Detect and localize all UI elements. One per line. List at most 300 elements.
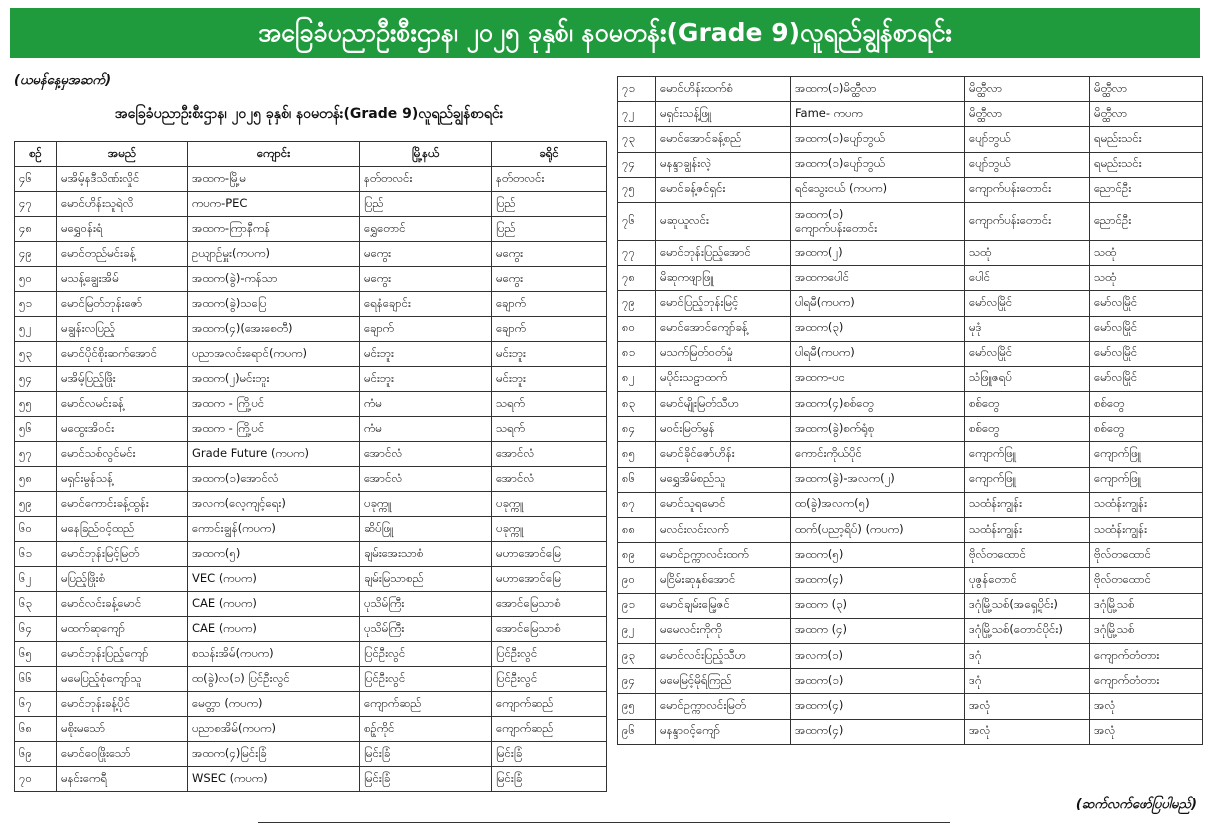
cell-township: ရွှေတောင် (360, 217, 492, 242)
table-row (15, 642, 607, 667)
cell-township: ဒဂုံမြို့သစ်(တောင်ပိုင်း) (965, 618, 1090, 643)
cell-school: ဥယျာဉ်မှူး(ကပက) (188, 242, 360, 267)
honor-list-table-right (617, 76, 1203, 745)
table-row (618, 366, 1203, 391)
table-row (15, 667, 607, 692)
cell-township: ပုသိမ်ကြီး (360, 592, 492, 617)
cell-school: အထက (၄) (791, 618, 965, 643)
cell-no: ၇၉ (618, 291, 656, 316)
cell-no: ၈၈ (618, 518, 656, 543)
cell-school: အထက - ကြို့ပင် (188, 392, 360, 417)
cell-district: သထုံ (1090, 240, 1203, 265)
table-row (618, 694, 1203, 719)
cell-district: မင်းဘူး (492, 367, 607, 392)
cell-name: မောင်ဥက္ကာလင်းမြတ် (656, 694, 791, 719)
column-header-township: မြို့နယ် (360, 142, 492, 167)
cell-no: ၈၇ (618, 492, 656, 517)
cell-no: ၆၉ (15, 742, 57, 767)
cell-no: ၅၄ (15, 367, 57, 392)
table-row (618, 417, 1203, 442)
cell-no: ၉၀ (618, 568, 656, 593)
cell-school: အထက-ပင (791, 366, 965, 391)
cell-school: အထက (၃) (791, 593, 965, 618)
cell-school: အထက(၁)မိတ္ထီလာ (791, 77, 965, 102)
cell-name: မပိုင်းသဠာထက် (656, 366, 791, 391)
cell-district: ညောင်ဦး (1090, 177, 1203, 202)
table-row (618, 568, 1203, 593)
cell-school: အထက(၂) (791, 240, 965, 265)
cell-township: ပေါင် (965, 266, 1090, 291)
cell-township: သထံန်းကျွန်း (965, 518, 1090, 543)
cell-district: မကွေး (492, 242, 607, 267)
table-row (618, 543, 1203, 568)
cell-no: ၇၈ (618, 266, 656, 291)
cell-district: အောင်မြေသာစံ (492, 592, 607, 617)
cell-school: အထက-ကြာနီကန် (188, 217, 360, 242)
cell-name: မရှင်းသန့်ဖြူ (656, 102, 791, 127)
cell-name: မချွန်းလပြည့် (57, 317, 188, 342)
cell-no: ၈၂ (618, 366, 656, 391)
cell-township: အောင်လံ (360, 442, 492, 467)
cell-name: မောင်ပြည့်ဘုန်းမြင့် (656, 291, 791, 316)
cell-district: မော်လမြိုင် (1090, 316, 1203, 341)
cell-township: မော်လမြိုင် (965, 291, 1090, 316)
cell-township: ကံမ (360, 392, 492, 417)
table-row (15, 717, 607, 742)
cell-school: အထက(ခွဲ)သပြေ (188, 292, 360, 317)
cell-township: ပြင်ဦးလွင် (360, 642, 492, 667)
cell-township: ပျော်ဘွယ် (965, 152, 1090, 177)
table-row (618, 618, 1203, 643)
cell-township: ကျောက်ဆည် (360, 692, 492, 717)
cell-district: အောင်လံ (492, 442, 607, 467)
cell-district: ချောက် (492, 292, 607, 317)
cell-school: မေတ္တာ (ကပက) (188, 692, 360, 717)
cell-no: ၄၉ (15, 242, 57, 267)
cell-district: ကျောက်ဆည် (492, 692, 607, 717)
table-row (618, 492, 1203, 517)
cell-district: ဒဂုံမြို့သစ် (1090, 593, 1203, 618)
cell-school: ကောင်းကိုယ်ပိုင် (791, 442, 965, 467)
cell-no: ၅၀ (15, 267, 57, 292)
cell-township: မုဒုံ (965, 316, 1090, 341)
cell-name: မပြည့်ဖြိုးစံ (57, 567, 188, 592)
cell-no: ၅၉ (15, 492, 57, 517)
cell-district: ချောက် (492, 317, 607, 342)
cell-no: ၅၇ (15, 442, 57, 467)
cell-district: သထံန်းကျွန်း (1090, 518, 1203, 543)
cell-name: မောင်မျိုးမြတ်သီဟ (656, 392, 791, 417)
cell-school: အထက(၂)မင်းဘူး (188, 367, 360, 392)
cell-township: ကျောက်ဖြူ (965, 442, 1090, 467)
cell-school: ပညာစအိမ်(ကပက) (188, 717, 360, 742)
cell-no: ၅၈ (15, 467, 57, 492)
table-row (15, 617, 607, 642)
cell-district: နတ်တလင်း (492, 167, 607, 192)
table-row (15, 317, 607, 342)
continued-from-note: (ယမန်နေ့မှအဆက်) (14, 73, 112, 88)
cell-no: ၈၀ (618, 316, 656, 341)
cell-school: ကပက-PEC (188, 192, 360, 217)
cell-no: ၉၁ (618, 593, 656, 618)
cell-name: မောင်သူရမောင် (656, 492, 791, 517)
table-row (618, 669, 1203, 694)
cell-name: မနန္ဒာချွန်းလဲ့ (656, 152, 791, 177)
cell-name: မနေခြည်ဝင့်ထည် (57, 517, 188, 542)
table-row (618, 202, 1203, 240)
table-row (618, 177, 1203, 202)
cell-district: အလုံ (1090, 694, 1203, 719)
cell-district: ဗိုလ်တထောင် (1090, 543, 1203, 568)
cell-school: အထက(၄) (791, 568, 965, 593)
continued-next-note: (ဆက်လက်ဖော်ပြပါမည်) (1075, 797, 1197, 812)
cell-no: ၄၈ (15, 217, 57, 242)
table-row (15, 342, 607, 367)
cell-school: အထက(၄)စစ်တွေ (791, 392, 965, 417)
table-row (618, 291, 1203, 316)
cell-no: ၇၇ (618, 240, 656, 265)
cell-no: ၈၄ (618, 417, 656, 442)
cell-no: ၆၅ (15, 642, 57, 667)
cell-no: ၆၄ (15, 617, 57, 642)
cell-district: ရမည်းသင်း (1090, 127, 1203, 152)
cell-district: ကျောက်ဆည် (492, 717, 607, 742)
table-row (15, 567, 607, 592)
cell-school: VEC (ကပက) (188, 567, 360, 592)
table-row (15, 592, 607, 617)
table-row (15, 267, 607, 292)
cell-district: မကွေး (492, 267, 607, 292)
table-row (618, 341, 1203, 366)
table-row (618, 316, 1203, 341)
table-subtitle: အခြေခံပညာဦးစီးဌာန၊ ၂၀၂၅ ခုနှစ်၊ နဝမတန်း(Grade 9)လူရည်ချွန်စာရင်း (114, 106, 504, 122)
cell-name: မစိုးမသော် (57, 717, 188, 742)
cell-no: ၇၅ (618, 177, 656, 202)
cell-name: မောင်လင်းပြည့်သီဟ (656, 643, 791, 668)
cell-district: ကျောက်ဖြူ (1090, 442, 1203, 467)
cell-school: ထ(ခွဲ)အလက(၅) (791, 492, 965, 517)
page-banner-title: အခြေခံပညာဦးစီးဌာန၊ ၂၀၂၅ ခုနှစ်၊ နဝမတန်း(Grade 9)လူရည်ချွန်စာရင်း (10, 8, 1200, 58)
cell-name: မလင်းလင်းလက် (656, 518, 791, 543)
table-row (618, 518, 1203, 543)
cell-name: မောင်ဘုန်းပြည့်အောင် (656, 240, 791, 265)
cell-name: မမေမြင့်မိုရ်ကြည် (656, 669, 791, 694)
cell-district: အောင်လံ (492, 467, 607, 492)
cell-name: မဝင်းမြတ်မွန် (656, 417, 791, 442)
cell-no: ၆၇ (15, 692, 57, 717)
cell-no: ၆၁ (15, 542, 57, 567)
cell-name: မငြိမ်းဆုနှစ်အောင် (656, 568, 791, 593)
cell-name: မနန္ဒာဝင့်ကျော် (656, 719, 791, 744)
cell-no: ၉၂ (618, 618, 656, 643)
table-row (15, 242, 607, 267)
cell-name: မောင်အောင်ခန့်စည် (656, 127, 791, 152)
cell-school: အထက(၁) (791, 669, 965, 694)
cell-school: ထ(ခွဲ)လ(၁) ပြင်ဦးလွင် (188, 667, 360, 692)
cell-district: သထုံ (1090, 266, 1203, 291)
cell-district: သရက် (492, 392, 607, 417)
cell-township: ဒဂုံ (965, 643, 1090, 668)
table-row (15, 767, 607, 792)
cell-no: ၇၃ (618, 127, 656, 152)
cell-township: မော်လမြိုင် (965, 341, 1090, 366)
cell-no: ၇၂ (618, 102, 656, 127)
cell-no: ၆၈ (15, 717, 57, 742)
cell-no: ၆၂ (15, 567, 57, 592)
cell-township: အောင်လံ (360, 467, 492, 492)
cell-school: ကောင်းချွန်(ကပက) (188, 517, 360, 542)
cell-school: ထက်(ပညာ့ရိပ်) (ကပက) (791, 518, 965, 543)
cell-name: မအိမ့်ပြည့်ဖြိုး (57, 367, 188, 392)
cell-school: CAE (ကပက) (188, 592, 360, 617)
cell-township: ပုဇွန်တောင် (965, 568, 1090, 593)
column-header-no: စဉ် (15, 142, 57, 167)
cell-name: မောင်ပိုင်စိုးဆက်အောင် (57, 342, 188, 367)
cell-no: ၉၄ (618, 669, 656, 694)
cell-name: မောင်ဘုန်းပြည့်ကျော် (57, 642, 188, 667)
column-header-district: ခရိုင် (492, 142, 607, 167)
cell-district: ပခုက္ကူ (492, 517, 607, 542)
table-row (618, 127, 1203, 152)
table-row (618, 392, 1203, 417)
cell-township: သထုံ (965, 240, 1090, 265)
cell-name: မောင်ဟိန်းထက်စံ (656, 77, 791, 102)
cell-name: မဆုယူလင်း (656, 202, 791, 240)
cell-name: မောင်ကောင်းခန့်ထွန်း (57, 492, 188, 517)
cell-name: မသက်မြတ်ဝတ်မှုံ (656, 341, 791, 366)
cell-school: အထကပေါင် (791, 266, 965, 291)
cell-township: ချမ်းမြသာစည် (360, 567, 492, 592)
cell-school: အထက-မြို့မ (188, 167, 360, 192)
cell-township: မြင်းခြံ (360, 742, 492, 767)
cell-school: အထက(၄)(အေးစေတီ) (188, 317, 360, 342)
cell-no: ၈၁ (618, 341, 656, 366)
cell-school: အထက(၁) ကျောက်ပန်းတောင်း (791, 202, 965, 240)
cell-township: မင်းဘူး (360, 342, 492, 367)
cell-district: ညောင်ဦး (1090, 202, 1203, 240)
cell-township: မိတ္ထီလာ (965, 77, 1090, 102)
cell-district: မိတ္ထီလာ (1090, 77, 1203, 102)
table-row (618, 77, 1203, 102)
cell-township: စဉ့်ကိုင် (360, 717, 492, 742)
cell-no: ၆၆ (15, 667, 57, 692)
table-row (618, 442, 1203, 467)
cell-district: စစ်တွေ (1090, 392, 1203, 417)
cell-district: ပခုက္ကူ (492, 492, 607, 517)
cell-school: ပါရမီ(ကပက) (791, 291, 965, 316)
table-row (15, 167, 607, 192)
table-header-row (15, 142, 607, 167)
cell-no: ၇၄ (618, 152, 656, 177)
cell-school: အထက(၁)အောင်လံ (188, 467, 360, 492)
cell-district: အောင်မြေသာစံ (492, 617, 607, 642)
table-row (15, 217, 607, 242)
cell-school: အထက - ကြို့ပင် (188, 417, 360, 442)
cell-no: ၇၆ (618, 202, 656, 240)
cell-township: မြင်းခြံ (360, 767, 492, 792)
table-row (15, 417, 607, 442)
cell-school: အထက(၁)ပျော်ဘွယ် (791, 152, 965, 177)
cell-name: မောင်တည်မင်းခန့် (57, 242, 188, 267)
cell-district: ပြည် (492, 217, 607, 242)
cell-school: အထက(၅) (791, 543, 965, 568)
cell-district: မဟာအောင်မြေ (492, 542, 607, 567)
table-row (618, 643, 1203, 668)
cell-name: မောင်လင်းခန့်မောင် (57, 592, 188, 617)
cell-township: ဒဂုံမြို့သစ်(အရှေ့ပိုင်း) (965, 593, 1090, 618)
cell-name: မောင်ဝေဖြိုးသော် (57, 742, 188, 767)
cell-township: မကွေး (360, 267, 492, 292)
column-header-name: အမည် (57, 142, 188, 167)
cell-no: ၄၆ (15, 167, 57, 192)
table-row (15, 392, 607, 417)
cell-school: အထက(ခွဲ)စက်ရုံစု (791, 417, 965, 442)
cell-district: အလုံ (1090, 719, 1203, 744)
cell-no: ၇၁ (618, 77, 656, 102)
cell-school: Fame- ကပက (791, 102, 965, 127)
cell-name: မောင်သစ်လွင်မင်း (57, 442, 188, 467)
cell-name: မအိမ့်နဒီသိဏ်းလှိုင် (57, 167, 188, 192)
cell-district: မော်လမြိုင် (1090, 291, 1203, 316)
cell-township: မင်းဘူး (360, 367, 492, 392)
cell-township: သံဖြူဇရပ် (965, 366, 1090, 391)
cell-school: အထက(၄)မြင်းခြံ (188, 742, 360, 767)
cell-no: ၉၅ (618, 694, 656, 719)
honor-list-table-left (14, 141, 607, 792)
cell-township: အလုံ (965, 694, 1090, 719)
cell-no: ၉၃ (618, 643, 656, 668)
cell-no: ၈၉ (618, 543, 656, 568)
cell-school: ပညာအလင်းရောင်(ကပက) (188, 342, 360, 367)
cell-no: ၅၆ (15, 417, 57, 442)
cell-township: ကျောက်ဖြူ (965, 467, 1090, 492)
cell-district: မိတ္ထီလာ (1090, 102, 1203, 127)
cell-name: မထွေးအိဝင်း (57, 417, 188, 442)
cell-no: ၅၂ (15, 317, 57, 342)
cell-district: ရမည်းသင်း (1090, 152, 1203, 177)
cell-township: အလုံ (965, 719, 1090, 744)
cell-district: မော်လမြိုင် (1090, 366, 1203, 391)
cell-name: မိဆုကဖျာဖြူ (656, 266, 791, 291)
cell-no: ၈၆ (618, 467, 656, 492)
cell-name: မောင်ဟိန်းသူရဲလိ (57, 192, 188, 217)
table-row (15, 292, 607, 317)
cell-school: CAE (ကပက) (188, 617, 360, 642)
table-row (618, 266, 1203, 291)
bottom-divider (258, 822, 950, 823)
cell-township: ဆိပ်ဖြူ (360, 517, 492, 542)
cell-name: မောင်ခိုင်ဇော်ဟိန်း (656, 442, 791, 467)
cell-township: မကွေး (360, 242, 492, 267)
table-row (15, 692, 607, 717)
cell-school: ရင်သွေးငယ် (ကပက) (791, 177, 965, 202)
table-row (618, 593, 1203, 618)
cell-township: နတ်တလင်း (360, 167, 492, 192)
cell-district: ဗိုလ်တထောင် (1090, 568, 1203, 593)
cell-no: ၈၅ (618, 442, 656, 467)
cell-township: ပျော်ဘွယ် (965, 127, 1090, 152)
cell-no: ၇၀ (15, 767, 57, 792)
cell-district: သရက် (492, 417, 607, 442)
table-row (618, 240, 1203, 265)
cell-township: မိတ္ထီလာ (965, 102, 1090, 127)
cell-district: ပြင်ဦးလွင် (492, 667, 607, 692)
cell-school: အထက(၅) (188, 542, 360, 567)
cell-district: ပြည် (492, 192, 607, 217)
table-row (15, 467, 607, 492)
cell-name: မောင်အောင်ကျော်ခန့် (656, 316, 791, 341)
cell-school: အလက(လေ့ကျင့်ရေး) (188, 492, 360, 517)
cell-name: မောင်ဘုန်းခန့်ပိုင် (57, 692, 188, 717)
cell-no: ၅၁ (15, 292, 57, 317)
cell-district: ကျောက်တံတား (1090, 669, 1203, 694)
cell-township: ကျောက်ပန်းတောင်း (965, 202, 1090, 240)
column-header-school: ကျောင်း (188, 142, 360, 167)
cell-no: ၅၃ (15, 342, 57, 367)
cell-township: စစ်တွေ (965, 417, 1090, 442)
cell-name: မမေပြည့်စုံကျော်သူ (57, 667, 188, 692)
cell-district: မြင်းခြံ (492, 767, 607, 792)
cell-district: ပြင်ဦးလွင် (492, 642, 607, 667)
cell-township: ပြည် (360, 192, 492, 217)
cell-district: ကျောက်ဖြူ (1090, 467, 1203, 492)
table-row (15, 542, 607, 567)
table-row (618, 102, 1203, 127)
cell-school: အထက(၄) (791, 694, 965, 719)
cell-township: စစ်တွေ (965, 392, 1090, 417)
cell-township: ချမ်းအေးသာစံ (360, 542, 492, 567)
cell-township: ဗိုလ်တထောင် (965, 543, 1090, 568)
cell-district: မြင်းခြံ (492, 742, 607, 767)
cell-school: အလက(၁) (791, 643, 965, 668)
cell-township: ပုသိမ်ကြီး (360, 617, 492, 642)
table-row (15, 442, 607, 467)
cell-school: ပါရမီ(ကပက) (791, 341, 965, 366)
cell-name: မောင်ဥက္ကာလင်းထက် (656, 543, 791, 568)
cell-no: ၅၅ (15, 392, 57, 417)
table-row (15, 742, 607, 767)
cell-name: မရွှေဝန်းရံ (57, 217, 188, 242)
cell-no: ၄၇ (15, 192, 57, 217)
cell-name: မောင်လမင်းခန့် (57, 392, 188, 417)
cell-name: မောင်မြတ်ဘုန်းဇော် (57, 292, 188, 317)
cell-township: ပခုက္ကူ (360, 492, 492, 517)
cell-school: အထက(ခွဲ)-အလက(၂) (791, 467, 965, 492)
cell-no: ၉၆ (618, 719, 656, 744)
cell-name: မသန့်ချွေးအိမ် (57, 267, 188, 292)
cell-name: မရှင်းမွန်သန့် (57, 467, 188, 492)
cell-district: သထံန်းကျွန်း (1090, 492, 1203, 517)
cell-name: မောင်ချမ်းမြေ့ဇင် (656, 593, 791, 618)
cell-name: မောင်ခန့်ဇင်ရှင်း (656, 177, 791, 202)
cell-school: WSEC (ကပက) (188, 767, 360, 792)
cell-school: အထက(ခွဲ)-ကန်သာ (188, 267, 360, 292)
cell-township: ပြင်ဦးလွင် (360, 667, 492, 692)
cell-school: အထက(၄) (791, 719, 965, 744)
table-row (618, 467, 1203, 492)
table-row (618, 152, 1203, 177)
table-row (618, 719, 1203, 744)
cell-township: ဒဂုံ (965, 669, 1090, 694)
cell-name: မောင်ဘုန်းမြင့်မြတ် (57, 542, 188, 567)
cell-name: မထက်ဆုကျော် (57, 617, 188, 642)
cell-township: ကျောက်ပန်းတောင်း (965, 177, 1090, 202)
cell-township: ကံမ (360, 417, 492, 442)
cell-district: မော်လမြိုင် (1090, 341, 1203, 366)
cell-no: ၆၃ (15, 592, 57, 617)
cell-township: ချောက် (360, 317, 492, 342)
cell-name: မရွှေအိမ်စည်သူ (656, 467, 791, 492)
